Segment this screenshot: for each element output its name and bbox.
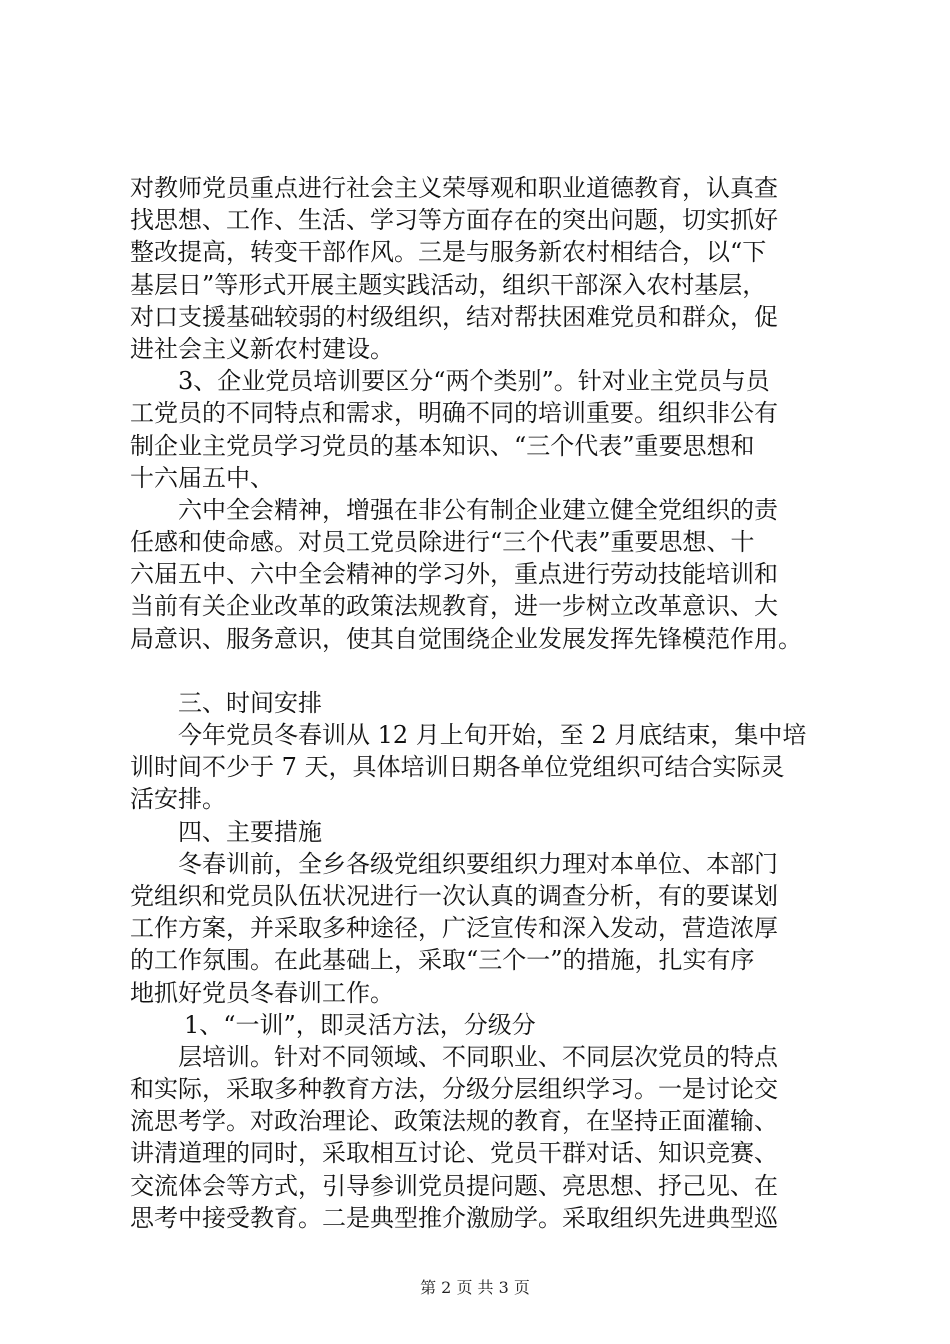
page-footer: 第 2 页 共 3 页 xyxy=(420,1278,530,1297)
text-line: 工作方案，并采取多种途径，广泛宣传和深入发动，营造浓厚 xyxy=(130,914,778,943)
text-line: 今年党员冬春训从 12 月上旬开始，至 2 月底结束，集中培 xyxy=(178,721,807,749)
document-body xyxy=(130,172,850,1234)
text-line: 训时间不少于 7 天，具体培训日期各单位党组织可结合实际灵 xyxy=(130,753,785,782)
section-heading: 四、主要措施 xyxy=(178,817,322,846)
text-line: 思考中接受教育。二是典型推介激励学。采取组织先进典型巡 xyxy=(130,1203,778,1232)
text-line: 3、企业党员培训要区分“两个类别”。针对业主党员与员 xyxy=(178,367,770,396)
text-line: 交流体会等方式，引导参训党员提问题、亮思想、抒己见、在 xyxy=(130,1171,778,1200)
text-line: 制企业主党员学习党员的基本知识、“三个代表”重要思想和 xyxy=(130,431,755,460)
section-heading: 三、时间安排 xyxy=(178,688,322,717)
text-line: 局意识、服务意识，使其自觉围绕企业发展发挥先锋模范作用。 xyxy=(130,624,802,653)
text-line: 十六届五中、 xyxy=(130,463,274,492)
text-line: 地抓好党员冬春训工作。 xyxy=(130,978,394,1007)
text-line: 流思考学。对政治理论、政策法规的教育，在坚持正面灌输、 xyxy=(130,1107,778,1136)
text-line: 对口支援基础较弱的村级组织，结对帮扶困难党员和群众，促 xyxy=(130,302,778,331)
text-line: 冬春训前，全乡各级党组织要组织力理对本单位、本部门 xyxy=(178,849,778,878)
text-line: 找思想、工作、生活、学习等方面存在的突出问题，切实抓好 xyxy=(130,206,778,235)
text-line: 活安排。 xyxy=(130,785,226,814)
text-line: 六中全会精神，增强在非公有制企业建立健全党组织的责 xyxy=(178,495,778,524)
text-line: 1、“一训”，即灵活方法，分级分 xyxy=(184,1010,536,1039)
text-line: 进社会主义新农村建设。 xyxy=(130,334,394,363)
text-line: 对教师党员重点进行社会主义荣辱观和职业道德教育，认真查 xyxy=(130,174,778,202)
text-line: 基层日”等形式开展主题实践活动，组织干部深入农村基层， xyxy=(130,270,767,299)
text-line: 和实际，采取多种教育方法，分级分层组织学习。一是讨论交 xyxy=(130,1075,778,1104)
text-line: 整改提高，转变干部作风。三是与服务新农村相结合，以“下 xyxy=(130,238,767,267)
text-line: 工党员的不同特点和需求，明确不同的培训重要。组织非公有 xyxy=(130,399,778,428)
text-line: 讲清道理的同时，采取相互讨论、党员干群对话、知识竞赛、 xyxy=(130,1139,778,1168)
text-line: 任感和使命感。对员工党员除进行“三个代表”重要思想、十 xyxy=(130,528,755,557)
text-line: 层培训。针对不同领域、不同职业、不同层次党员的特点 xyxy=(178,1042,778,1071)
text-line: 党组织和党员队伍状况进行一次认真的调查分析，有的要谋划 xyxy=(130,881,778,910)
text-line: 六届五中、六中全会精神的学习外，重点进行劳动技能培训和 xyxy=(130,560,778,589)
text-line: 当前有关企业改革的政策法规教育，进一步树立改革意识、大 xyxy=(130,592,778,621)
text-line: 的工作氛围。在此基础上，采取“三个一”的措施，扎实有序 xyxy=(130,946,755,975)
